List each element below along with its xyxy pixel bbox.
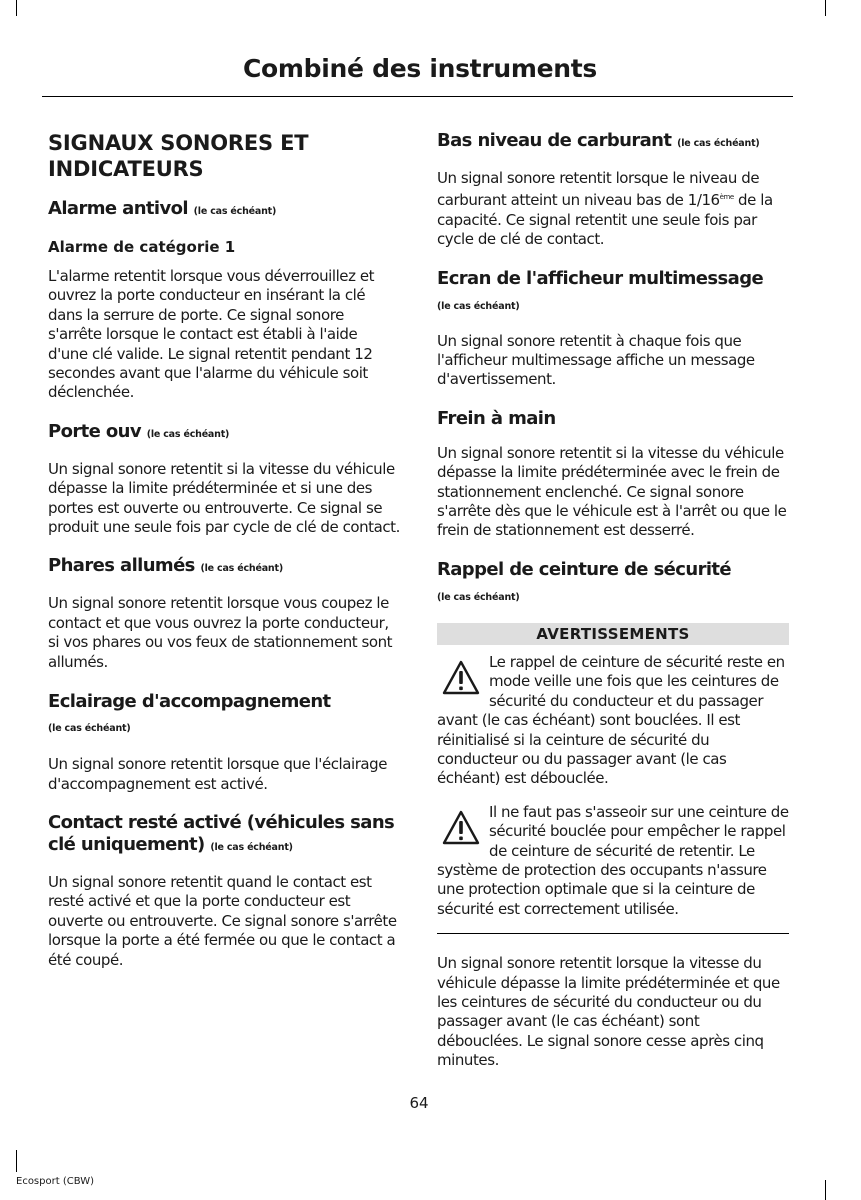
crop-mark-top-right — [825, 0, 826, 16]
footer-model: Ecosport (CBW) — [16, 1176, 94, 1187]
left-column — [48, 130, 400, 988]
heading-text: Ecran de l'afficheur multimessage — [437, 267, 764, 289]
condition-note: (le cas échéant) — [146, 428, 230, 440]
text-part: Un signal sonore retentit lorsque le niveau de carburant atteint un niveau bas de 1/16 — [437, 169, 760, 210]
warning-triangle-icon — [441, 809, 481, 847]
condition-note: (le cas échéant) — [437, 300, 520, 312]
heading-ecran-afficheur — [437, 268, 789, 318]
heading-alarme-categorie-1: Alarme de catégorie 1 — [48, 238, 236, 256]
warnings-header: AVERTISSEMENTS — [437, 623, 789, 645]
warning-text: Le rappel de ceinture de sécurité reste en mode veille une fois que les ceintures de sécurité du conducteur et du passager avant (le cas échéant) sont bouclées. Il est réinitialisé si la ceinture de sécurité du conducteur ou du passager avant (le cas échéant) est débouclée. — [437, 652, 785, 788]
heading-eclairage — [48, 690, 400, 741]
paragraph-porte: Un signal sonore retentit si la vitesse du véhicule dépasse la limite prédéterminée et si une des portes est ouverte ou entrouverte. Ce signal se produit une seule fois par cycle de clé de contact. — [48, 459, 400, 537]
paragraph-carburant — [437, 169, 789, 250]
heading-text: Rappel de ceinture de sécurité — [437, 558, 732, 580]
warning-triangle-icon — [441, 659, 481, 697]
heading-contact-reste-active — [48, 812, 400, 859]
right-column — [437, 130, 789, 1089]
warning-text: Il ne faut pas s'asseoir sur une ceinture de sécurité bouclée pour empêcher le rappel de ceinture de sécurité de retentir. Le système de protection des occupants n'assure une protection optimale que si la ceinture de sécurité est correctement utilisée. — [437, 802, 789, 918]
heading-text: Alarme antivol — [48, 198, 188, 219]
condition-note: (le cas échéant) — [437, 591, 520, 603]
condition-note: (le cas échéant) — [193, 206, 277, 217]
heading-text: Eclairage d'accompagnement — [48, 691, 331, 713]
paragraph-ecran: Un signal sonore retentit à chaque fois que l'afficheur multimessage affiche un message d'avertissement. — [437, 331, 755, 389]
heading-alarme-antivol — [48, 198, 400, 223]
heading-text: Contact resté activé (véhicules sans clé uniquement) — [48, 811, 395, 855]
paragraph-eclairage: Un signal sonore retentit lorsque que l'éclairage d'accompagnement est activé. — [48, 755, 388, 793]
condition-note: (le cas échéant) — [677, 138, 760, 149]
warnings-divider — [437, 933, 789, 934]
crop-mark-bottom-left — [16, 1150, 17, 1172]
warning-block — [437, 803, 789, 919]
crop-mark-bottom-right — [825, 1180, 826, 1200]
heading-phares-allumes — [48, 555, 400, 580]
heading-frein-a-main: Frein à main — [437, 407, 556, 429]
paragraph-alarme: L'alarme retentit lorsque vous déverrouillez et ouvrez la porte conducteur en insérant la clé dans la serrure de porte. Ce signal sonore s'arrête lorsque le contact est établi à l'aide d'une clé valide. Le signal retentit pendant 12 secondes avant que l'alarme du véhicule soit déclenchée. — [48, 267, 375, 402]
crop-mark-top-left — [16, 0, 17, 16]
condition-note: (le cas échéant) — [48, 723, 131, 735]
section-title: SIGNAUX SONORES ET INDICATEURS — [48, 131, 309, 181]
superscript: ème — [719, 193, 734, 202]
paragraph-frein: Un signal sonore retentit si la vitesse du véhicule dépasse la limite prédéterminée avec le frein de stationnement enclenché. Ce signal sonore s'arrête dès que le véhicule est à l'arrêt ou que le frein de stationnement est desserré. — [437, 443, 787, 540]
paragraph-rappel: Un signal sonore retentit lorsque la vitesse du véhicule dépasse la limite prédéterminée et que les ceintures de sécurité du conducteur ou du passager avant (le cas échéant) sont débouclées. Le signal sonore cesse après cinq minutes. — [437, 954, 780, 1070]
paragraph-contact: Un signal sonore retentit quand le contact est resté activé et que la porte conducteur est ouverte ou entrouverte. Ce signal sonore s'arrête lorsque la porte a été fermée ou que le contact a été coupé. — [48, 872, 397, 969]
heading-text: Bas niveau de carburant — [437, 130, 672, 151]
page-number: 64 — [409, 1094, 429, 1112]
paragraph-phares: Un signal sonore retentit lorsque vous coupez le contact et que vous ouvrez la porte conducteur, si vos phares ou vos feux de stationnement sont allumés. — [48, 594, 393, 671]
condition-note: (le cas échéant) — [210, 841, 293, 853]
heading-text: Phares allumés — [48, 555, 195, 577]
condition-note: (le cas échéant) — [200, 563, 283, 575]
heading-bas-niveau-carburant — [437, 130, 789, 155]
warning-block — [437, 653, 789, 789]
heading-rappel-ceinture — [437, 559, 789, 609]
heading-text: Porte ouv — [48, 420, 142, 442]
heading-porte-ouv — [48, 421, 400, 446]
text-part: de la capacité. Ce signal retentit une seule fois par cycle de clé de contact. — [437, 191, 773, 249]
header-divider — [42, 96, 793, 97]
page-title: Combiné des instruments — [243, 54, 597, 83]
